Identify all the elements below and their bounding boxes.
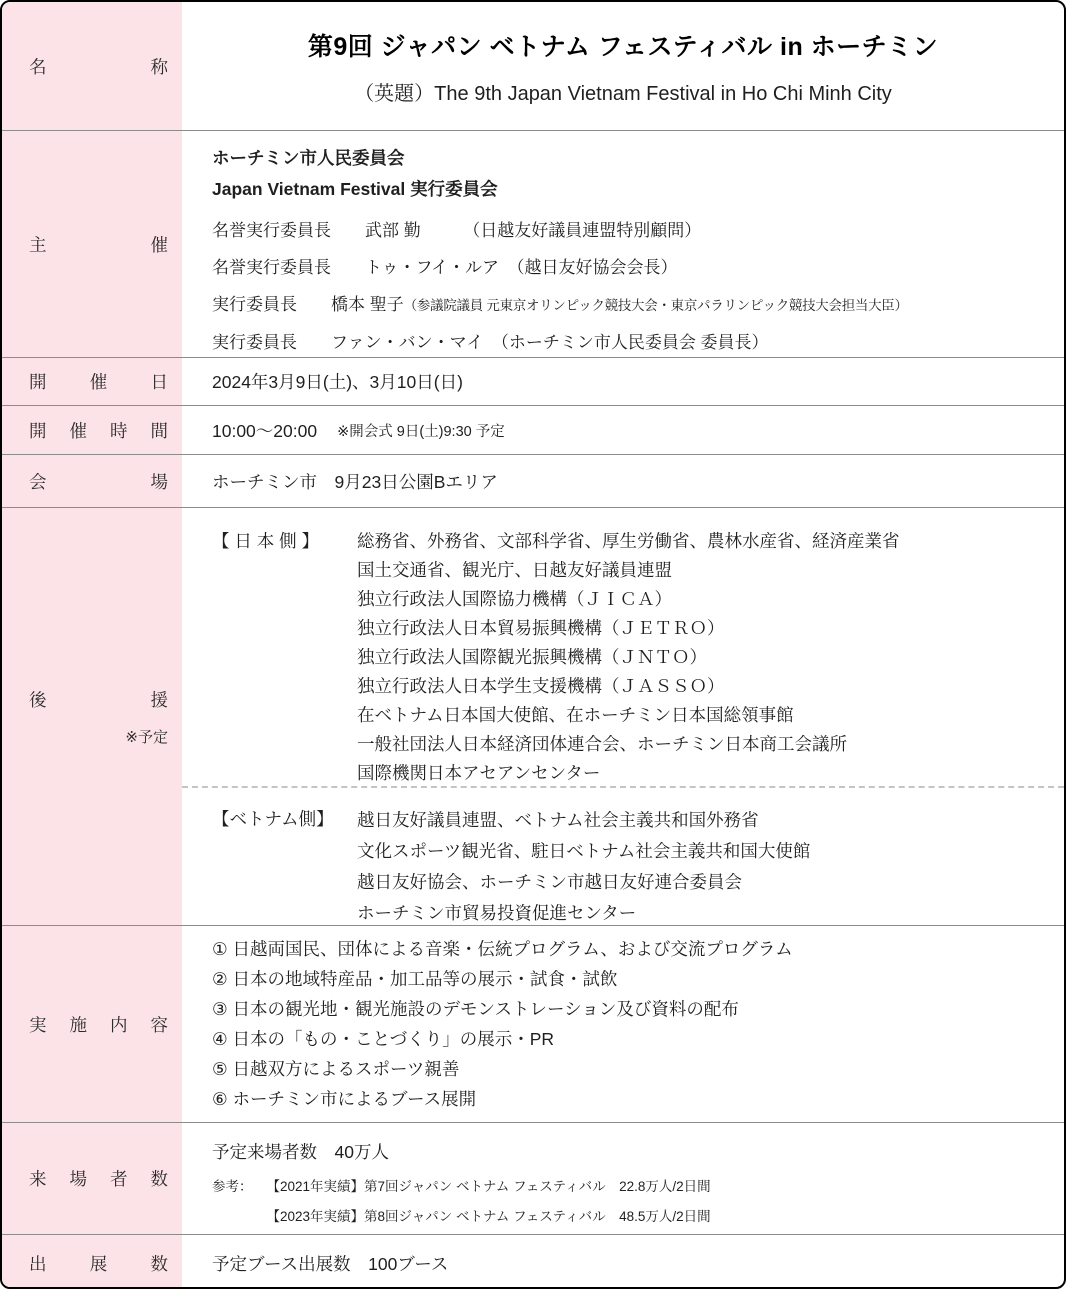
visitor-references [212, 1172, 1048, 1232]
row-name [2, 2, 1064, 130]
row-visitors-label: 来 場 者 数 [29, 1169, 168, 1189]
support-vietnam-heading: 【ベトナム側】 [212, 809, 334, 829]
row-contents [2, 925, 1064, 1122]
row-date-label: 開 催 日 [29, 372, 168, 392]
row-organizer-label-cell [2, 131, 182, 357]
program-item: ⑤ 日越双方によるスポーツ親善 [212, 1059, 460, 1079]
program-item: ④ 日本の「もの・ことづくり」の展示・PR [212, 1029, 555, 1049]
row-visitors-label-cell [2, 1123, 182, 1234]
support-line: 越日友好協会、ホーチミン市越日友好連合委員会 [357, 872, 742, 892]
row-visitors-content [182, 1123, 1064, 1234]
row-date-content [182, 358, 1064, 405]
row-time-label: 開 催 時 間 [29, 420, 168, 441]
support-line: ホーチミン市貿易投資促進センター [357, 903, 637, 923]
row-organizer-content [182, 131, 1064, 357]
row-venue-content [182, 455, 1064, 507]
event-hours: 10:00～20:00 [212, 420, 318, 441]
organizer-name-1: ホーチミン市人民委員会 [212, 148, 405, 168]
row-booths [2, 1234, 1064, 1289]
reference-line: 【2021年実績】第7回ジャパン ベトナム フェスティバル 22.8万人/2日間 [266, 1179, 711, 1194]
row-name-content [182, 2, 1064, 130]
row-visitors [2, 1122, 1064, 1234]
support-japan-list [357, 527, 900, 786]
member-main: 実行委員長 橋本 聖子 [212, 295, 404, 314]
event-dates: 2024年3月9日(土)、3月10日(日) [212, 372, 463, 392]
row-venue [2, 454, 1064, 507]
row-name-label: 名 称 [29, 56, 168, 77]
support-line: 独立行政法人日本学生支援機構（ＪＡＳＳＯ） [357, 676, 725, 696]
festival-title-english: （英題）The 9th Japan Vietnam Festival in Ho Chi Minh City [354, 82, 892, 105]
support-line: 越日友好議員連盟、ベトナム社会主義共和国外務省 [357, 810, 759, 830]
support-japan-heading: 【 日 本 側 】 [212, 531, 319, 551]
support-line: 文化スポーツ観光省、駐日ベトナム社会主義共和国大使館 [357, 841, 811, 861]
row-support [2, 507, 1064, 925]
row-time [2, 405, 1064, 454]
member-line: 名誉実行委員長 武部 勤 （日越友好議員連盟特別顧問） [212, 221, 702, 240]
opening-ceremony-note: ※開会式 9日(土)9:30 予定 [337, 423, 505, 440]
row-support-label-cell [2, 508, 182, 925]
support-line: 独立行政法人国際協力機構（ＪＩＣＡ） [357, 589, 672, 609]
member-line: 実行委員長 ファン・バン・マイ （ホーチミン市人民委員会 委員長） [212, 333, 769, 352]
row-contents-label-cell [2, 926, 182, 1122]
organizer-members [212, 212, 1048, 361]
row-support-content [182, 508, 1064, 925]
row-booths-label: 出 展 数 [29, 1253, 168, 1274]
member-note: （参議院議員 元東京オリンピック競技大会・東京パラリンピック競技大会担当大臣） [403, 298, 908, 313]
support-vietnam-list [357, 805, 810, 929]
support-vietnam-block [182, 788, 1064, 929]
member-line [212, 286, 1048, 324]
row-booths-label-cell [2, 1235, 182, 1289]
row-organizer [2, 130, 1064, 357]
row-date [2, 357, 1064, 405]
expected-visitors: 予定来場者数 40万人 [212, 1142, 389, 1162]
expected-booths: 予定ブース出展数 100ブース [212, 1253, 449, 1274]
support-line: 国際機関日本アセアンセンター [357, 763, 601, 783]
support-line: 在ベトナム日本国大使館、在ホーチミン日本国総領事館 [357, 705, 794, 725]
program-item: ⑥ ホーチミン市によるブース展開 [212, 1089, 477, 1109]
row-time-content [182, 406, 1064, 454]
row-date-label-cell [2, 358, 182, 405]
venue-name: ホーチミン市 9月23日公園Bエリア [212, 471, 498, 492]
row-support-label: 後 援 [29, 689, 168, 710]
program-item: ③ 日本の観光地・観光施設のデモンストレーション及び資料の配布 [212, 999, 739, 1019]
program-item: ① 日越両国民、団体による音楽・伝統プログラム、および交流プログラム [212, 939, 793, 959]
program-item: ② 日本の地域特産品・加工品等の展示・試食・試飲 [212, 969, 618, 989]
row-venue-label-cell [2, 455, 182, 507]
reference-prefix: 参考： [212, 1179, 253, 1194]
row-venue-label: 会 場 [29, 471, 168, 492]
support-line: 総務省、外務省、文部科学省、厚生労働省、農林水産省、経済産業省 [357, 531, 900, 551]
member-line: 名誉実行委員長 トゥ・フイ・ルア （越日友好協会会長） [212, 258, 678, 277]
organizer-name-2: Japan Vietnam Festival 実行委員会 [212, 179, 498, 199]
festival-title: 第9回 ジャパン ベトナム フェスティバル in ホーチミン [307, 32, 939, 61]
row-time-label-cell [2, 406, 182, 454]
support-line: 一般社団法人日本経済団体連合会、ホーチミン日本商工会議所 [357, 734, 847, 754]
row-organizer-label: 主 催 [29, 234, 168, 255]
row-booths-content [182, 1235, 1064, 1289]
reference-lines [267, 1172, 711, 1232]
row-contents-content [182, 926, 1064, 1122]
support-japan-block [182, 508, 1064, 788]
row-support-planned-note: ※予定 [125, 728, 168, 746]
support-line: 独立行政法人日本貿易振興機構（ＪＥＴＲＯ） [357, 618, 725, 638]
row-contents-label: 実 施 内 容 [29, 1014, 168, 1035]
reference-line: 【2023年実績】第8回ジャパン ベトナム フェスティバル 48.5万人/2日間 [266, 1209, 711, 1224]
support-line: 独立行政法人国際観光振興機構（ＪＮＴＯ） [357, 647, 707, 667]
support-line: 国土交通省、観光庁、日越友好議員連盟 [357, 560, 672, 580]
row-name-label-cell [2, 2, 182, 130]
